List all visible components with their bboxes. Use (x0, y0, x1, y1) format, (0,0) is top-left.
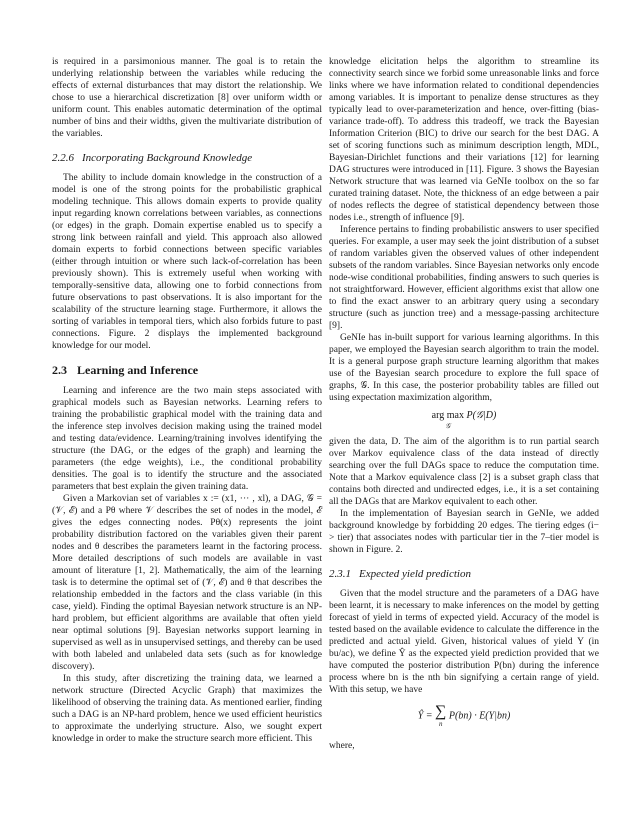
equation-lhs: Ŷ = (417, 710, 433, 722)
equation-subscript: 𝒢 (445, 422, 451, 430)
paragraph-learning-inference: Learning and inference are the two main steps associated with graphical models such as Bayesian networks. Learning refers to training the probabilistic graphical model with the training data and the inference step involves decision making using the trained model and testing data/evidence. Learning/training involves identifying the structure (the DAG, or the edges of the graph) and learning the parameters (the edge weights), i.e., the conditional probability densities. The goal is to identify the structure and the associated parameters that best explain the given training data. (52, 386, 322, 492)
equation-expected-yield (329, 704, 599, 728)
paragraph-discretization: is required in a parsimonious manner. The goal is to retain the underlying relationship between the variables while reducing the effects of external disturbances that may distort the relationship. We chose to use a hierarchical discretization [8] over uniform width or uniform count. This enables automatic determination of the optimal number of bins and their widths, given the multivariate distribution of the variables. (52, 57, 322, 139)
summation-index: n (438, 720, 443, 728)
right-column (329, 56, 599, 752)
paragraph-expected-yield: Given that the model structure and the parameters of a DAG have been learnt, it is necessary to make inferences on the model by getting forecast of yield in terms of expected yield. Accuracy of the model is tested based on the available evidence to calculate the difference in the predicted and actual yield. Given, historical values of yield Y (in bu/ac), we define Ŷ as the expected yield prediction provided that we have computed the posterior distribution P(bn) during the inference process where bn is the nth bin signifying a certain range of yield. With this setup, we have (329, 589, 599, 695)
paragraph-background-knowledge: The ability to include domain knowledge in the construction of a model is one of the strong points for the probabilistic graphical modeling technique. This allows domain experts to provide quality input regarding known correlations between variables, as connections (or edges) in the graph. Domain expertise enabled us to specify a strong link between rainfall and yield. This approach also allowed domain experts to forbid connections between specific variables (either through intuition or where such lack-of-correlation has been previously shown). This is extremely useful when working with temporally-sensitive data, allowing one to forbid connections from future observations to past observations. It is also important for the scalability of the structure learning stage. Furthermore, it allows the sorting of variables in temporal tiers, which also forbids future to past connections. Figure. 2 displays the implemented background knowledge for our model. (52, 173, 322, 351)
paragraph-knowledge-elicitation: knowledge elicitation helps the algorithm to streamline its connectivity search since we forbid some unreasonable links and force links where we have information related to conditional dependencies among variables. It is important to penalize dense structures as they typically lead to over-parameterization and hence, over-fitting (bias-variance trade-off). To address this tradeoff, we track the Bayesian Information Criterion (BIC) to drive our search for the best DAG. A set of scoring functions such as minimum description length, MDL, Bayesian-Dirichlet functions and their variations [12] for learning DAG structures were introduced in [11]. Figure. 3 shows the Bayesian Network structure that was learned via GeNIe toolbox on the so far curated training dataset. Note, the thickness of an edge between a pair of nodes reflects the degree of statistical dependency between those nodes i.e., strength of influence [9]. (329, 57, 599, 223)
equation-argmax (329, 410, 599, 430)
paragraph-genie: GeNIe has in-built support for various learning algorithms. In this paper, we employed the Bayesian search algorithm to train the model. It is a general purpose graph structure learning algorithm that makes use of the Bayesian search procedure to explore the full space of graphs, 𝒢. In this case, the posterior probability tables are filled out using expectation maximization algorithm, (329, 333, 599, 403)
paragraph-inference: Inference pertains to finding probabilistic answers to user specified queries. For example, a user may seek the joint distribution of a subset of random variables given the observed values of other independent subsets of the random variables. Since Bayesian networks only encode node-wise conditional probabilities, finding answers to such queries is not straightforward. However, efficient algorithms exist that allow one to find the exact answer to an arbitrary query using a secondary structure (such as junction tree) and a message-passing architecture [9]. (329, 225, 599, 331)
subsection-title: Expected yield prediction (359, 568, 471, 580)
subsection-heading-2-2-6 (52, 151, 322, 165)
subsection-title: Incorporating Background Knowledge (82, 152, 253, 164)
section-number: 2.3 (52, 363, 67, 377)
paragraph-markovian-set: Given a Markovian set of variables x := (x1, ··· , xl), a DAG, 𝒢 = (𝒱, ℰ) and a Pθ where 𝒱 describes the set of nodes in the model, ℰ gives the edges connecting nodes. Pθ(x) represents the joint probability distribution factored on the variables given their parent nodes and θ describes the parameters learnt in the factoring process. More detailed descriptions of such models are available in vast amount of literature [1, 2]. Mathematically, the aim of the learning task is to determine the optimal set of (𝒱, ℰ) and θ that describes the relationship embedded in the factors and the class variable (in this case, yield). Finding the optimal Bayesian network structure is an NP-hard problem, but efficient algorithms are available that often yield near optimal solutions [9]. Bayesian networks support learning in supervised as well as in unsupervised settings, and thereby can be used with both labeled and unlabeled data sets (such as for knowledge discovery). (52, 494, 322, 672)
paragraph-this-study: In this study, after discretizing the training data, we learned a network structure (Directed Acyclic Graph) that maximizes the likelihood of observing the training data. As mentioned earlier, finding such a DAG is an NP-hard problem, hence we used efficient heuristics to approximate the underlying structure. Also, we sought expert knowledge in order to make the structure search more efficient. This (52, 674, 322, 744)
subsection-heading-2-3-1 (329, 567, 599, 581)
paragraph-where: where, (329, 741, 355, 751)
equation-body: P(𝒢|D) (466, 410, 497, 421)
subsection-number: 2.2.6 (52, 152, 74, 164)
left-column (52, 56, 322, 745)
paragraph-given-data: given the data, D. The aim of the algorithm is to run partial search over Markov equivalence class of the data instead of directly searching over the full DAGs space to reduce the computation time. Note that a Markov equivalence class [2] is a subset graph class that contains both directed and undirected edges, i.e., it is a set containing all the DAGs that are Markov equivalent to each other. (329, 437, 599, 507)
subsection-number: 2.3.1 (329, 568, 351, 580)
equation-rhs: P(bn) · E(Y|bn) (448, 710, 511, 722)
section-title: Learning and Inference (77, 363, 199, 377)
summation-symbol: ∑ (435, 703, 447, 720)
section-heading-2-3 (52, 363, 322, 378)
equation-operator: arg max (431, 410, 464, 421)
paragraph-implementation: In the implementation of Bayesian search in GeNIe, we added background knowledge by forbidding 20 edges. The tiering edges (i− > tier) that associates nodes with particular tier in the 7–tier model is shown in Figure. 2. (329, 509, 599, 555)
